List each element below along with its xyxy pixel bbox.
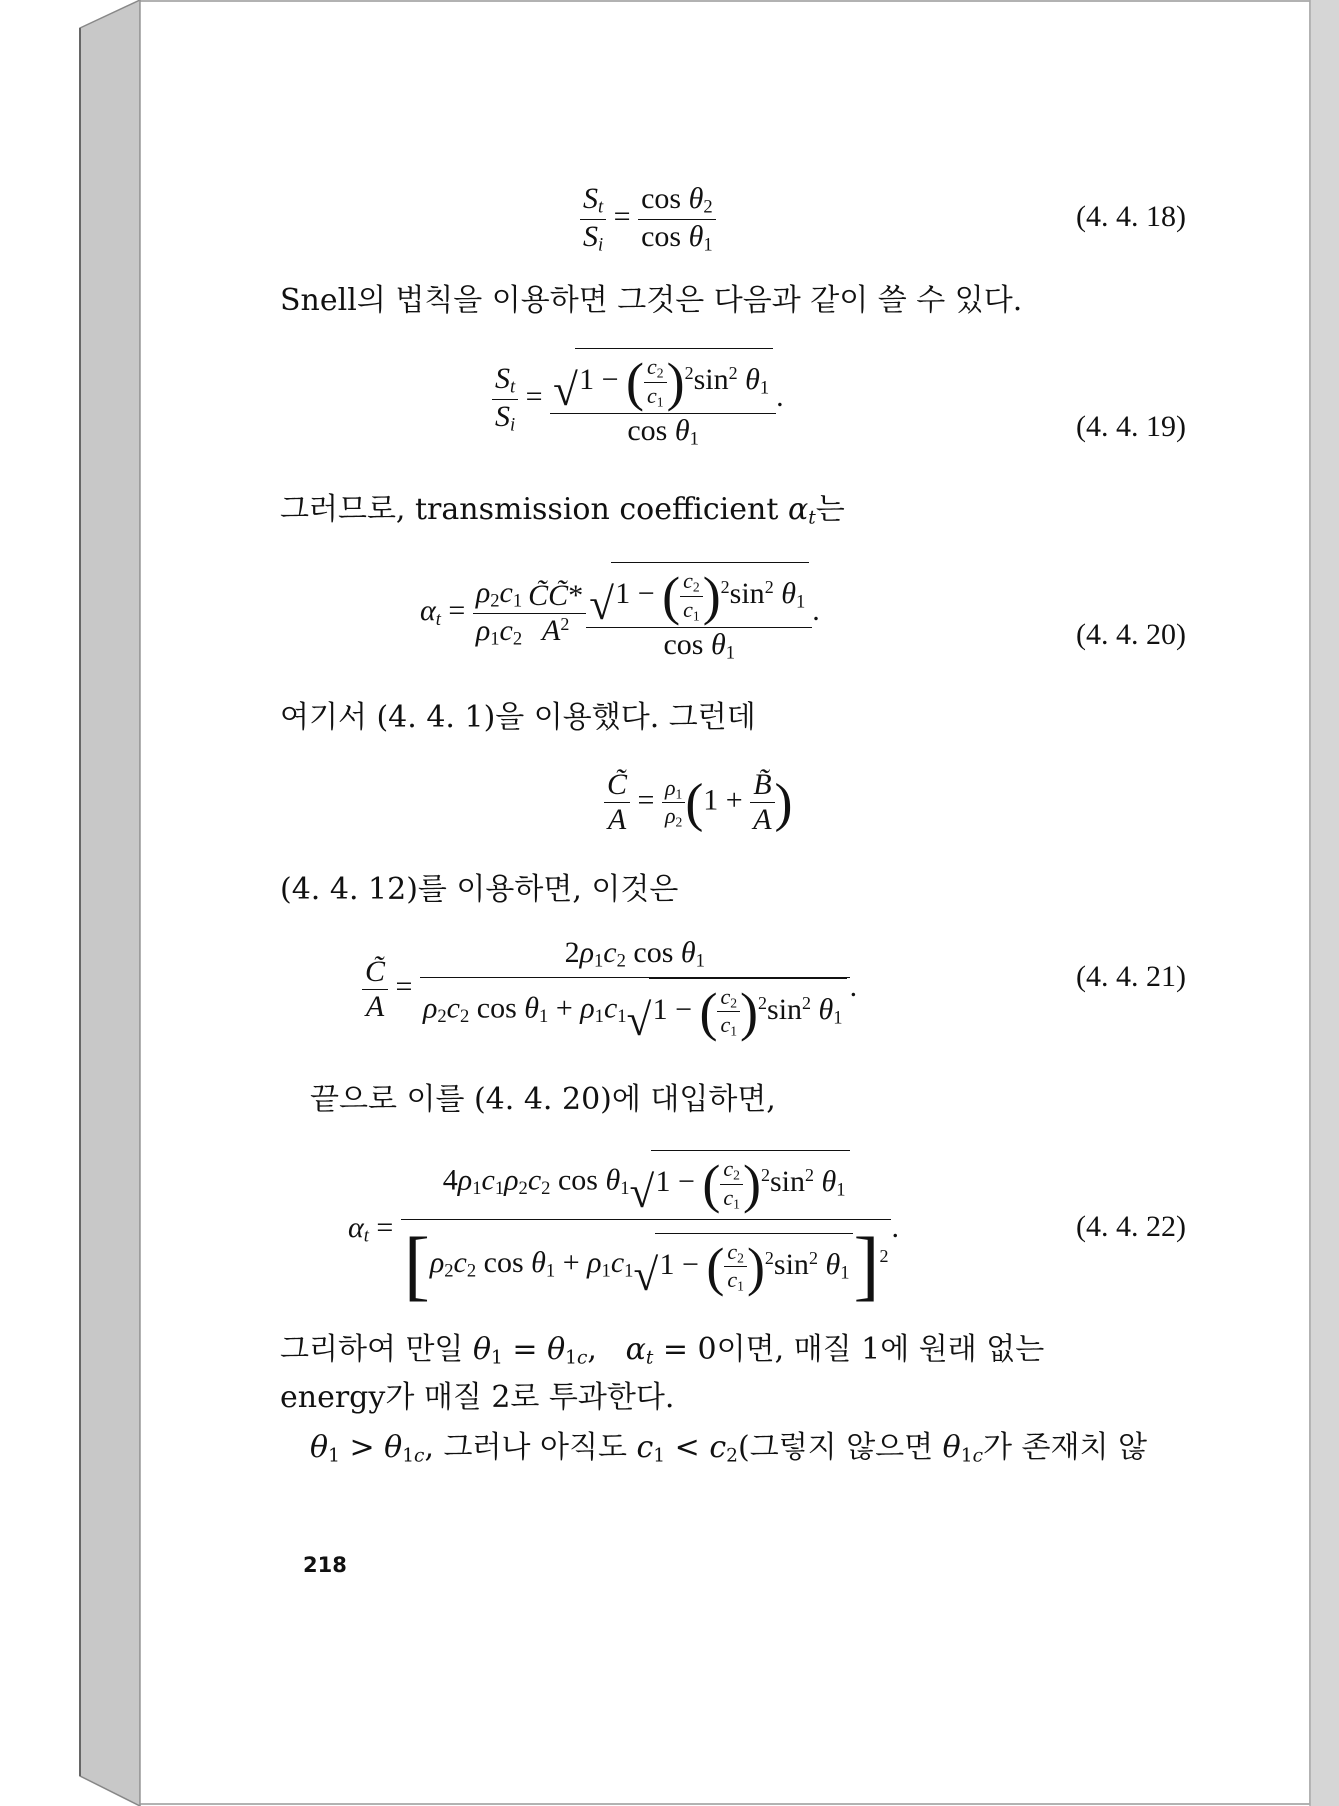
paragraph-line: 그리하여 만일 $\theta_1 = \theta_{1c}$, $\alpha_t = 0$이면, 매질 1에 원래 없는 [280,1332,1045,1369]
paragraph-line: 여기서 (4. 4. 1)을 이용했다. 그런데 [280,700,756,735]
equation-c-over-a: $\frac{C̃}{A}$ = $\frac{\rho_1}{\rho_2}$ (1 + $\frac{B̃}{A}$ ) [604,768,793,837]
text-segment: (그렇지 않으면 [738,1430,943,1465]
equation-number: (4. 4. 19) [1076,410,1186,443]
text-segment: 그리하여 만일 [280,1332,473,1367]
equation-number: (4. 4. 18) [1076,200,1186,233]
equation-4-4-19: $\frac{S_t}{S_i}$ = √ 1 − ( $\frac{c_2}{c_1}$ )$^2\sin^2$ $\theta_1$ $\cos \theta_1$ . [492,348,784,451]
equation-4-4-21: $\frac{C̃}{A}$ = $2\rho_1c_2$ $\cos \theta_1$ $\rho_2c_2$ $\cos \theta_1 + \rho_1c_1$ √ 1 − ( $\frac{c_2}{c_1}$ )$^2\sin^2$ $\theta_1$ . [362,936,857,1043]
paragraph-line: energy가 매질 2로 투과한다. [280,1380,675,1415]
paragraph-line: Snell의 법칙을 이용하면 그것은 다음과 같이 쓸 수 있다. [280,283,1023,318]
text-segment: 그러므로, transmission coefficient [280,492,788,527]
equation-4-4-20: $\alpha_t$ = $\frac{\rho_2c_1}{\rho_1c_2}$ $\frac{C̃C̃*}{A^2}$ √ 1 − ( $\frac{c_2}{c_1}$ )$^2\sin^2$ $\theta_1$ $\cos \theta_1$ . [420,562,820,665]
paragraph-line: 끝으로 이를 (4. 4. 20)에 대입하면, [310,1082,776,1117]
text-segment: , 그러나 아직도 [424,1430,637,1465]
text-segment: 이면, 매질 1에 원래 없는 [716,1332,1045,1367]
equation-number: (4. 4. 20) [1076,618,1186,651]
page-number: 218 [303,1553,347,1577]
equation-4-4-22: $\alpha_t$ = $4\rho_1c_1\rho_2c_2$ $\cos \theta_1$ √ 1 − ( $\frac{c_2}{c_1}$ )$^2\sin^2$ $\theta_1$ [$\rho_2c_2$ $\cos \theta_1 + \rho_1c_1$ √ 1 − ( $\frac{c_2}{c_1}$ )$^2\sin^2$ $\theta_1]^2$ . [348,1150,899,1310]
equation-number: (4. 4. 22) [1076,1210,1186,1243]
equation-4-4-18: $\frac{S_t}{S_i}$ = $\frac{\cos \theta_2}{\cos \theta_1}$ [580,182,716,256]
paragraph-line: $\theta_1 > \theta_{1c}$, 그러나 아직도 $c_1 < c_2$(그렇지 않으면 $\theta_{1c}$가 존재치 않 [310,1430,1147,1467]
text-segment: 는 [815,492,845,527]
paragraph-line: 그러므로, transmission coefficient $\alpha_t$는 [280,492,845,529]
text-segment: 가 존재치 않 [983,1430,1147,1465]
equation-number: (4. 4. 21) [1076,960,1186,993]
paragraph-line: (4. 4. 12)를 이용하면, 이것은 [280,872,679,907]
